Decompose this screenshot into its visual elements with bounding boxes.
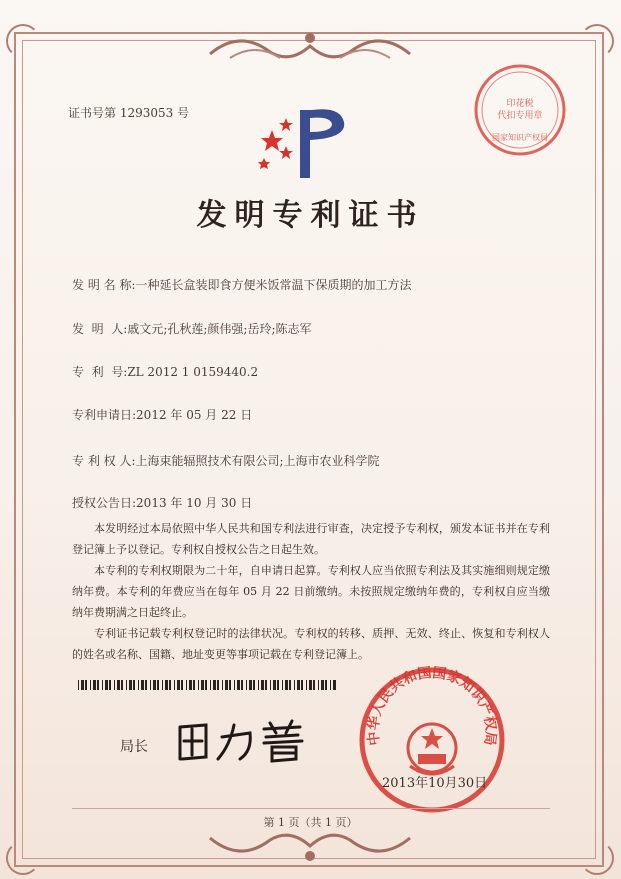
patent-number-value: ZL 2012 1 0159440.2 (127, 365, 259, 379)
sipo-emblem-icon (252, 100, 362, 182)
barcode-bar (121, 680, 123, 690)
barcode-bar (321, 680, 324, 690)
barcode-bar (126, 680, 127, 690)
body-paragraph-1: 本发明经过本局依照中华人民共和国专利法进行审查，决定授予专利权，颁发本证书并在专利登记簿上予以登记。专利权自授权公告之日起生效。 (72, 522, 550, 556)
barcode-bar (81, 680, 84, 690)
patentee-row (72, 452, 380, 469)
svg-text:中华人民共和国国家知识产权局: 中华人民共和国国家知识产权局 (365, 666, 499, 747)
certificate-number-label: 证书号第 (68, 106, 117, 120)
barcode-bar (78, 680, 79, 690)
invention-name-row (72, 276, 412, 293)
barcode-bar (289, 680, 291, 690)
barcode-bar (97, 680, 99, 690)
barcode (78, 680, 336, 690)
certificate-number (68, 104, 189, 121)
barcode-bar (294, 680, 295, 690)
barcode-bar (102, 680, 103, 690)
barcode-bar (174, 680, 175, 690)
grant-date-value: 2013 年 10 月 30 日 (136, 496, 253, 510)
grant-date-label: 授权公告日: (72, 496, 137, 510)
barcode-bar (189, 680, 192, 690)
barcode-bar (153, 680, 156, 690)
inventor-value: 戚文元;孔秋莲;颜伟强;岳玲;陈志军 (127, 322, 312, 336)
barcode-bar (181, 680, 183, 690)
barcode-bar (306, 680, 307, 690)
barcode-bar (246, 680, 247, 690)
director-title: 局长 (120, 739, 148, 755)
barcode-bar (177, 680, 180, 690)
seal-date: 2013年10月30日 (382, 776, 488, 791)
certificate-number-value: 1293053 (119, 106, 174, 120)
barcode-bar (109, 680, 111, 690)
inventor-row (72, 320, 312, 337)
barcode-bar (249, 680, 252, 690)
barcode-bar (229, 680, 231, 690)
barcode-bar (270, 680, 271, 690)
svg-text:代扣专用章: 代扣专用章 (497, 111, 543, 121)
corner-ornament-bottom-left (6, 841, 40, 875)
svg-text:国家知识产权局: 国家知识产权局 (492, 133, 548, 142)
filing-date-label: 专利申请日: (72, 408, 137, 422)
barcode-bar (309, 680, 312, 690)
barcode-bar (213, 680, 216, 690)
barcode-bar (114, 680, 115, 690)
barcode-bar (93, 680, 96, 690)
barcode-bar (325, 680, 327, 690)
barcode-bar (318, 680, 319, 690)
barcode-bar (85, 680, 87, 690)
certificate-title: 发明专利证书 (196, 198, 425, 233)
footer-divider (72, 808, 550, 809)
top-right-seal (470, 60, 570, 160)
certificate-number-suffix: 号 (177, 106, 190, 120)
grant-date-row (72, 494, 252, 511)
barcode-bar (186, 680, 187, 690)
barcode-bar (330, 680, 331, 690)
barcode-bar (261, 680, 264, 690)
barcode-bar (253, 680, 255, 690)
barcode-bar (138, 680, 139, 690)
barcode-bar (277, 680, 279, 690)
director-signature (160, 715, 320, 765)
barcode-bar (141, 680, 144, 690)
svg-text:印花税: 印花税 (506, 99, 534, 109)
barcode-bar (129, 680, 132, 690)
filing-date-value: 2012 年 05 月 22 日 (136, 408, 253, 422)
barcode-bar (234, 680, 235, 690)
barcode-bar (205, 680, 207, 690)
barcode-bar (217, 680, 219, 690)
barcode-bar (117, 680, 120, 690)
barcode-bar (210, 680, 211, 690)
corner-ornament-top-left (6, 24, 40, 58)
barcode-bar (285, 680, 288, 690)
barcode-bar (198, 680, 199, 690)
patentee-value: 上海束能辐照技术有限公司;上海市农业科学院 (135, 454, 380, 468)
barcode-bar (133, 680, 135, 690)
corner-ornament-top-right (580, 24, 614, 58)
barcode-bar (157, 680, 159, 690)
top-scroll-ornament (200, 24, 420, 74)
barcode-bar (237, 680, 240, 690)
sipo-official-seal (358, 666, 506, 814)
certificate-body (72, 518, 550, 665)
invention-name-value: 一种延长盒装即食方便米饭常温下保质期的加工方法 (135, 278, 412, 292)
page-number: 第 1 页（共 1 页） (263, 816, 358, 829)
barcode-bar (301, 680, 303, 690)
barcode-bar (165, 680, 168, 690)
barcode-bar (90, 680, 91, 690)
barcode-bar (150, 680, 151, 690)
barcode-bar (297, 680, 300, 690)
barcode-bar (193, 680, 195, 690)
body-paragraph-3: 专利证书记载专利权登记时的法律状况。专利权的转移、质押、无效、终止、恢复和专利权人的姓名或名称、国籍、地址变更等事项记载在专利登记簿上。 (72, 627, 550, 661)
barcode-bar (273, 680, 276, 690)
barcode-bar (201, 680, 204, 690)
barcode-bar (225, 680, 228, 690)
barcode-bar (145, 680, 147, 690)
barcode-bar (265, 680, 267, 690)
barcode-bar (162, 680, 163, 690)
barcode-bar (282, 680, 283, 690)
barcode-bar (258, 680, 259, 690)
body-paragraph-2: 本专利的专利权期限为二十年，自申请日起算。专利权人应当依照专利法及其实施细则规定缴纳年费。本专利的年费应当在每年 05 月 22 日前缴纳。未按照规定缴纳年费的，专利权自应当缴纳年费期满之日起终止。 (72, 564, 550, 619)
patent-number-row (72, 363, 258, 380)
patent-number-label: 专 利 号: (72, 365, 128, 379)
invention-name-label: 发 明 名 称: (72, 278, 136, 292)
barcode-bar (333, 680, 336, 690)
barcode-bar (169, 680, 171, 690)
barcode-bar (313, 680, 315, 690)
filing-date-row (72, 406, 252, 423)
patentee-label: 专 利 权 人: (72, 454, 136, 468)
barcode-bar (222, 680, 223, 690)
inventor-label: 发 明 人: (72, 322, 128, 336)
barcode-bar (241, 680, 243, 690)
corner-ornament-bottom-right (580, 841, 614, 875)
barcode-bar (105, 680, 108, 690)
